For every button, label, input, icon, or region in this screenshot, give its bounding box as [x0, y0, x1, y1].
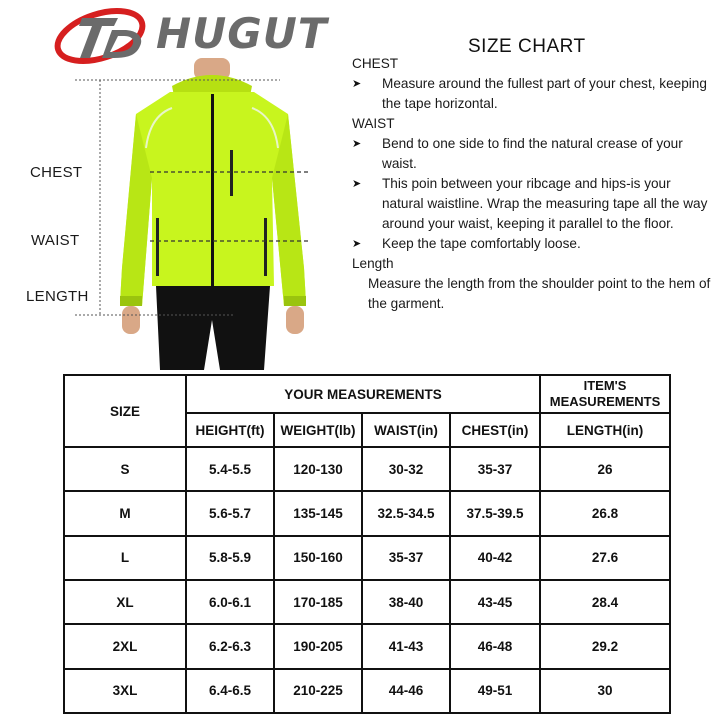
table-cell: 135-145	[274, 491, 362, 535]
column-header: WEIGHT(lb)	[274, 413, 362, 447]
brand-logo	[52, 6, 342, 66]
size-cell: L	[64, 536, 186, 580]
instruction-heading: CHEST	[352, 56, 399, 71]
measurement-instructions	[352, 54, 712, 314]
measurement-guides	[70, 75, 330, 320]
table-cell: 190-205	[274, 624, 362, 668]
table-cell: 32.5-34.5	[362, 491, 450, 535]
arrow-bullet-icon: ➤	[352, 238, 362, 250]
table-row	[64, 580, 670, 624]
table-cell: 120-130	[274, 447, 362, 491]
instruction-bullet: ➤ Measure around the fullest part of your chest, keeping the tape horizontal.	[352, 76, 707, 111]
instruction-text: Measure the length from the shoulder point to the hem of the garment.	[368, 276, 711, 311]
column-header: HEIGHT(ft)	[186, 413, 274, 447]
table-cell: 35-37	[362, 536, 450, 580]
length-label: LENGTH	[26, 288, 89, 305]
table-cell: 30	[540, 669, 670, 713]
instruction-bullet: ➤ This poin between your ribcage and hips-is your natural waistline. Wrap the measuring tape all the way around your waist, keeping it parallel to the floor.	[352, 176, 708, 231]
table-cell: 5.8-5.9	[186, 536, 274, 580]
table-row	[64, 669, 670, 713]
table-cell: 43-45	[450, 580, 540, 624]
column-header: WAIST(in)	[362, 413, 450, 447]
table-cell: 41-43	[362, 624, 450, 668]
table-cell: 6.4-6.5	[186, 669, 274, 713]
chest-label: CHEST	[30, 164, 83, 181]
table-cell: 46-48	[450, 624, 540, 668]
table-cell: 5.4-5.5	[186, 447, 274, 491]
instruction-heading: WAIST	[352, 116, 395, 131]
size-cell: 2XL	[64, 624, 186, 668]
table-cell: 6.0-6.1	[186, 580, 274, 624]
table-cell: 35-37	[450, 447, 540, 491]
size-cell: XL	[64, 580, 186, 624]
arrow-bullet-icon: ➤	[352, 78, 362, 90]
table-cell: 26	[540, 447, 670, 491]
table-cell: 6.2-6.3	[186, 624, 274, 668]
table-cell: 5.6-5.7	[186, 491, 274, 535]
column-header: LENGTH(in)	[540, 413, 670, 447]
table-row	[64, 536, 670, 580]
size-cell: M	[64, 491, 186, 535]
waist-label: WAIST	[31, 232, 80, 249]
arrow-bullet-icon: ➤	[352, 138, 362, 150]
size-chart-title: SIZE CHART	[468, 36, 586, 57]
table-cell: 150-160	[274, 536, 362, 580]
brand-name: HUGUT	[156, 9, 328, 58]
table-row	[64, 491, 670, 535]
table-row	[64, 624, 670, 668]
table-cell: 27.6	[540, 536, 670, 580]
size-column-header: SIZE	[64, 375, 186, 447]
table-cell: 37.5-39.5	[450, 491, 540, 535]
instruction-bullet: ➤ Bend to one side to find the natural crease of your waist.	[352, 136, 683, 171]
table-cell: 26.8	[540, 491, 670, 535]
table-cell: 170-185	[274, 580, 362, 624]
table-cell: 38-40	[362, 580, 450, 624]
table-row	[64, 447, 670, 491]
column-header: CHEST(in)	[450, 413, 540, 447]
table-cell: 29.2	[540, 624, 670, 668]
size-cell: S	[64, 447, 186, 491]
table-cell: 28.4	[540, 580, 670, 624]
brand-logo-mark-icon	[52, 6, 162, 66]
items-measurements-header: ITEM'S MEASUREMENTS	[540, 375, 670, 413]
table-cell: 49-51	[450, 669, 540, 713]
table-cell: 30-32	[362, 447, 450, 491]
arrow-bullet-icon: ➤	[352, 178, 362, 190]
size-cell: 3XL	[64, 669, 186, 713]
instruction-heading: Length	[352, 256, 394, 271]
instruction-bullet: ➤ Keep the tape comfortably loose.	[352, 234, 712, 254]
table-cell: 210-225	[274, 669, 362, 713]
size-table	[63, 374, 671, 714]
your-measurements-header: YOUR MEASUREMENTS	[186, 375, 540, 413]
table-cell: 44-46	[362, 669, 450, 713]
table-cell: 40-42	[450, 536, 540, 580]
